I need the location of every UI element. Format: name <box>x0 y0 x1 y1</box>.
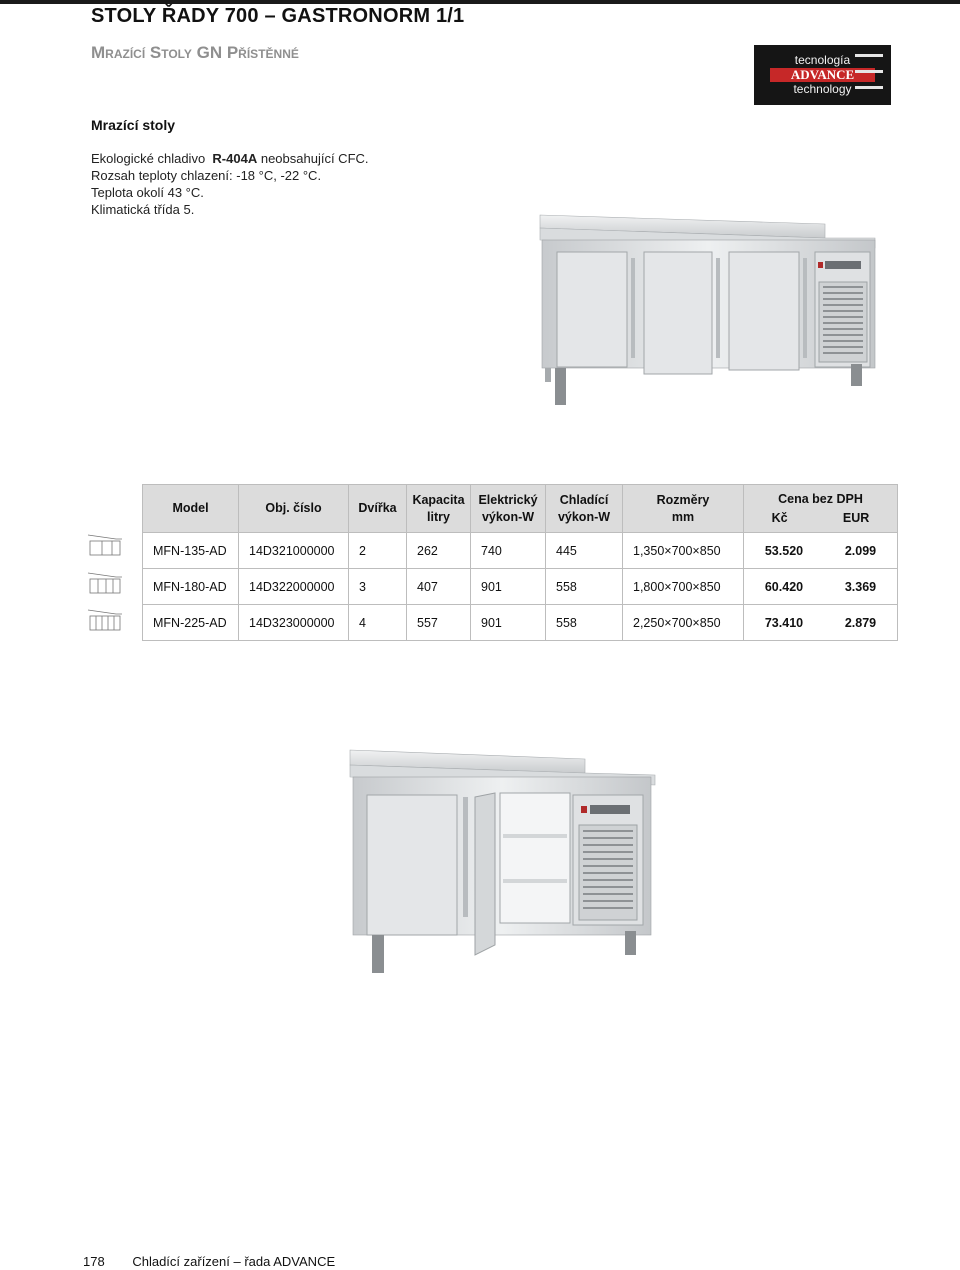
col-header-price <box>744 485 898 533</box>
logo-stripe <box>855 86 883 89</box>
col-header-obj: Obj. číslo <box>239 485 349 533</box>
price-eur: 2.099 <box>844 543 877 558</box>
cell-capacity: 262 <box>407 533 471 569</box>
cell-model: MFN-225-AD <box>143 605 239 641</box>
cell-dims: 2,250×700×850 <box>623 605 744 641</box>
price-eur: 2.879 <box>844 615 877 630</box>
intro-line: Teplota okolí 43 °C. <box>91 185 204 200</box>
product-photo-open-door <box>345 745 660 975</box>
price-czk: 73.410 <box>764 615 804 630</box>
logo-stripe <box>855 54 883 57</box>
page-number: 178 <box>83 1254 105 1269</box>
cell-model: MFN-135-AD <box>143 533 239 569</box>
cell-power: 740 <box>471 533 546 569</box>
cell-dims: 1,350×700×850 <box>623 533 744 569</box>
col-header-capacity: Kapacita litry <box>407 485 471 533</box>
section-title: Mrazící Stoly GN Přístěnné <box>91 43 299 62</box>
table-outline-icon <box>86 606 126 634</box>
cell-cooling: 558 <box>546 605 623 641</box>
cell-doors: 2 <box>349 533 407 569</box>
cell-model: MFN-180-AD <box>143 569 239 605</box>
logo-line-2: ADVANCE <box>770 68 875 82</box>
price-eur: 3.369 <box>844 579 877 594</box>
logo-line-3: technology <box>793 82 852 96</box>
product-heading: Mrazící stoly <box>91 117 176 133</box>
intro-line: Ekologické chladivo R-404A neobsahující CFC. <box>91 151 369 166</box>
page-footer <box>83 1254 335 1269</box>
cell-power: 901 <box>471 569 546 605</box>
intro-line: Klimatická třída 5. <box>91 202 195 217</box>
price-czk: 53.520 <box>764 543 804 558</box>
cell-doors: 4 <box>349 605 407 641</box>
currency-eur: EUR <box>842 510 870 525</box>
table-row <box>143 533 898 569</box>
cell-obj: 14D322000000 <box>239 569 349 605</box>
spec-table <box>142 484 898 641</box>
cell-obj: 14D321000000 <box>239 533 349 569</box>
cell-doors: 3 <box>349 569 407 605</box>
top-rule <box>0 0 960 4</box>
cell-cooling: 445 <box>546 533 623 569</box>
table-row <box>143 569 898 605</box>
cell-cooling: 558 <box>546 569 623 605</box>
intro-line: Rozsah teploty chlazení: -18 °C, -22 °C. <box>91 168 322 183</box>
footer-text: Chladící zařízení – řada ADVANCE <box>132 1254 336 1269</box>
product-photo-3-door <box>535 210 880 410</box>
table-outline-icon <box>86 569 126 597</box>
cell-price <box>744 605 898 641</box>
table-row <box>143 605 898 641</box>
col-header-power: Elektrický výkon-W <box>471 485 546 533</box>
col-header-doors: Dvířka <box>349 485 407 533</box>
logo-line-1: tecnología <box>794 53 851 67</box>
intro-text <box>91 150 369 218</box>
price-czk: 60.420 <box>764 579 804 594</box>
cell-power: 901 <box>471 605 546 641</box>
currency-czk: Kč <box>771 510 788 525</box>
cell-capacity: 557 <box>407 605 471 641</box>
page-title: STOLY ŘADY 700 – GASTRONORM 1/1 <box>91 5 465 27</box>
price-header: Cena bez DPH <box>778 491 863 506</box>
cell-price <box>744 569 898 605</box>
table-header-row <box>143 485 898 533</box>
cell-dims: 1,800×700×850 <box>623 569 744 605</box>
brand-logo <box>754 45 891 105</box>
col-header-model: Model <box>143 485 239 533</box>
refrigerant-name: R-404A <box>212 151 258 166</box>
table-outline-icon <box>86 531 126 559</box>
cell-capacity: 407 <box>407 569 471 605</box>
cell-price <box>744 533 898 569</box>
col-header-cooling: Chladící výkon-W <box>546 485 623 533</box>
cell-obj: 14D323000000 <box>239 605 349 641</box>
col-header-dims: Rozměry mm <box>623 485 744 533</box>
logo-stripe <box>855 70 883 73</box>
